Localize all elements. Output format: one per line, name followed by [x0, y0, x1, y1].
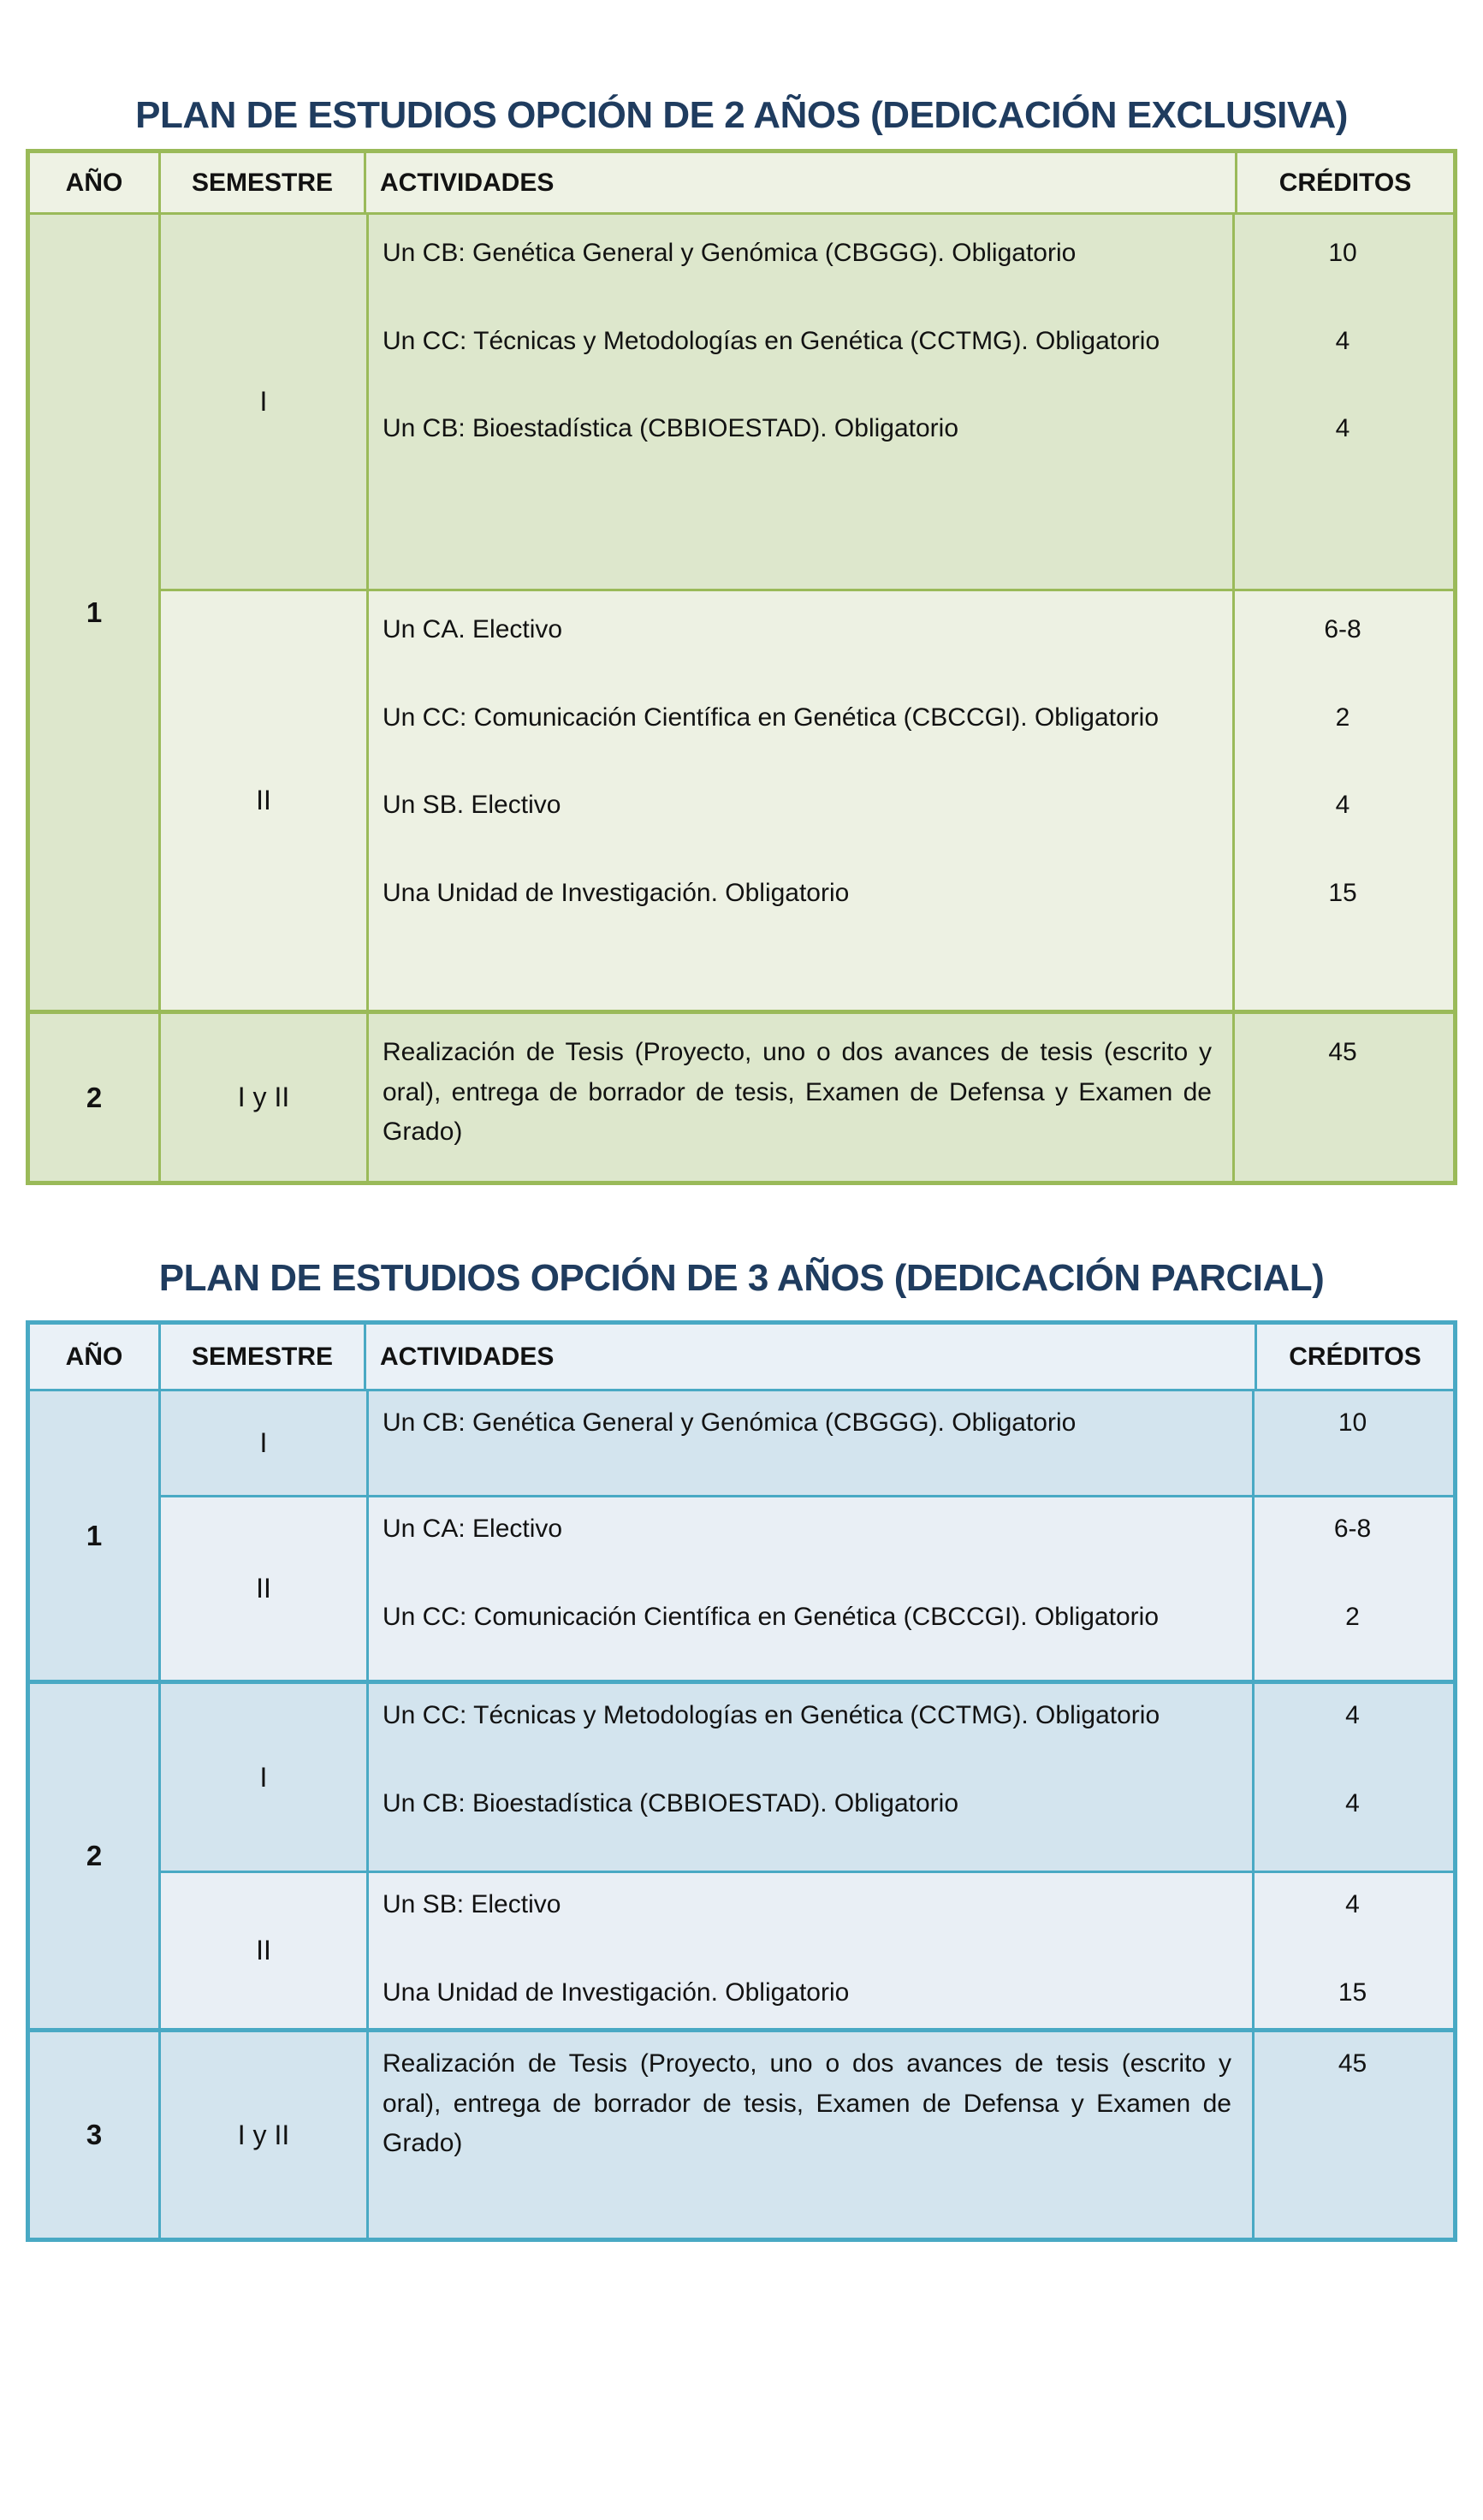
activity-item [369, 1509, 1453, 1550]
semester-cell: II [256, 785, 271, 815]
column-header-semester: SEMESTRE [158, 1325, 364, 1389]
credits-value: 4 [1345, 1701, 1360, 1729]
activity-item [369, 234, 1453, 274]
semester-row-year1-sem1 [161, 215, 1453, 589]
column-header-activities: ACTIVIDADES [364, 153, 1235, 212]
activity-item [369, 1598, 1453, 1638]
plan-3-years-title: PLAN DE ESTUDIOS OPCIÓN DE 3 AÑOS (DEDICACIÓN PARCIAL) [158, 1257, 1325, 1299]
semester-row-year3-thesis [161, 2032, 1453, 2238]
activity-item [369, 786, 1453, 826]
document-page [0, 94, 1483, 2242]
activity-item [369, 2044, 1453, 2164]
semester-row-year2-sem1 [161, 1684, 1453, 1871]
activity-text: Un CB: Bioestadística (CBBIOESTAD). Obligatorio [383, 414, 959, 442]
activity-item [369, 610, 1453, 650]
semester-cell: II [256, 1935, 271, 1966]
plan-2-years-table [26, 149, 1457, 1185]
semester-cell: I [259, 1427, 268, 1458]
credits-value: 4 [1335, 791, 1350, 819]
column-header-activities: ACTIVIDADES [364, 1325, 1255, 1389]
semester-cell: I y II [237, 1082, 290, 1112]
column-header-year: AÑO [65, 1342, 123, 1371]
semester-cell: I [259, 1761, 268, 1793]
semester-row-year2-sem2 [161, 1871, 1453, 2028]
semester-row-year1-sem2 [161, 589, 1453, 1010]
activity-text: Una Unidad de Investigación. Obligatorio [383, 1977, 850, 2007]
activities-credits-cell [366, 1014, 1453, 1181]
activity-text: Un CA. Electivo [383, 615, 563, 643]
credits-value: 4 [1335, 326, 1350, 355]
activities-credits-cell [366, 1684, 1453, 1871]
credits-value: 10 [1338, 1408, 1367, 1437]
year-cell: 2 [30, 1014, 158, 1181]
activities-credits-cell [366, 591, 1453, 1010]
activity-text: Un CA: Electivo [383, 1515, 563, 1543]
year-group-1 [30, 1391, 1453, 1680]
semester-cell: I y II [237, 2119, 290, 2150]
column-header-semester: SEMESTRE [158, 153, 364, 212]
semester-row-year2-thesis [161, 1014, 1453, 1181]
credits-value: 15 [1328, 878, 1357, 907]
table-header-row [30, 153, 1453, 215]
activity-item [369, 1033, 1453, 1153]
year-cell: 3 [30, 2032, 158, 2238]
semester-rows [158, 2032, 1453, 2238]
activity-item [369, 1973, 1453, 2013]
semester-cell: II [256, 1573, 271, 1604]
activity-text: Realización de Tesis (Proyecto, uno o dos avances de tesis (escrito y oral), entrega de borrador de tesis, Examen de Defensa y Examen de Grado) [383, 2049, 1231, 2157]
activity-text: Un SB. Electivo [383, 791, 561, 819]
credits-value: 45 [1338, 2049, 1367, 2078]
column-header-credits: CRÉDITOS [1235, 153, 1453, 212]
activity-item [369, 874, 1453, 914]
activity-text: Un CB: Genética General y Genómica (CBGGG). Obligatorio [383, 1408, 1077, 1437]
credits-value: 15 [1338, 1977, 1367, 2007]
credits-value: 4 [1335, 414, 1350, 442]
activity-text: Un CC: Técnicas y Metodologías en Genética (CCTMG). Obligatorio [383, 1701, 1160, 1729]
activity-item [369, 1885, 1453, 1925]
activities-credits-cell [366, 2032, 1453, 2238]
year-group-3 [30, 2028, 1453, 2238]
plan-3-years-table [26, 1320, 1457, 2242]
activity-text: Un CB: Genética General y Genómica (CBGGG). Obligatorio [383, 239, 1077, 267]
year-cell: 1 [30, 1391, 158, 1680]
year-group-2 [30, 1010, 1453, 1181]
semester-rows [158, 1684, 1453, 2028]
activity-item [369, 322, 1453, 362]
credits-value: 6-8 [1324, 615, 1361, 643]
plan-2-years-title: PLAN DE ESTUDIOS OPCIÓN DE 2 AÑOS (DEDICACIÓN EXCLUSIVA) [135, 94, 1348, 136]
semester-row-year1-sem2 [161, 1495, 1453, 1680]
credits-value: 6-8 [1333, 1515, 1372, 1543]
credits-value: 10 [1328, 239, 1357, 267]
column-header-year: AÑO [65, 168, 123, 197]
credits-value: 2 [1335, 703, 1350, 732]
credits-value: 45 [1328, 1038, 1357, 1066]
year-cell: 1 [30, 215, 158, 1010]
credits-value: 4 [1345, 1890, 1360, 1918]
activities-credits-cell [366, 1497, 1453, 1680]
activities-credits-cell [366, 1873, 1453, 2028]
activities-credits-cell [366, 215, 1453, 589]
activity-item [369, 1696, 1453, 1736]
year-group-2 [30, 1680, 1453, 2028]
activity-text: Un SB: Electivo [383, 1890, 561, 1918]
activity-text: Un CB: Bioestadística (CBBIOESTAD). Obligatorio [383, 1788, 959, 1817]
activity-text: Un CC: Técnicas y Metodologías en Genética (CCTMG). Obligatorio [383, 326, 1160, 355]
semester-cell: I [259, 386, 268, 417]
activity-item [369, 698, 1453, 738]
activity-item [369, 409, 1453, 449]
activity-text: Realización de Tesis (Proyecto, uno o dos avances de tesis (escrito y oral), entrega de borrador de tesis, Examen de Defensa y Examen de Grado) [383, 1038, 1212, 1146]
activities-credits-cell [366, 1391, 1453, 1495]
activity-text: Una Unidad de Investigación. Obligatorio [383, 878, 850, 907]
activity-item [369, 1403, 1453, 1444]
semester-row-year1-sem1 [161, 1391, 1453, 1495]
activity-text: Un CC: Comunicación Científica en Genética (CBCCGI). Obligatorio [383, 1602, 1160, 1631]
year-group-1 [30, 215, 1453, 1010]
semester-rows [158, 215, 1453, 1010]
year-cell: 2 [30, 1684, 158, 2028]
activity-item [369, 1784, 1453, 1824]
semester-rows [158, 1014, 1453, 1181]
semester-rows [158, 1391, 1453, 1680]
table-header-row [30, 1325, 1453, 1391]
credits-value: 2 [1345, 1602, 1360, 1631]
credits-value: 4 [1345, 1788, 1360, 1817]
column-header-credits: CRÉDITOS [1255, 1325, 1453, 1389]
activity-text: Un CC: Comunicación Científica en Genética (CBCCGI). Obligatorio [383, 703, 1160, 732]
